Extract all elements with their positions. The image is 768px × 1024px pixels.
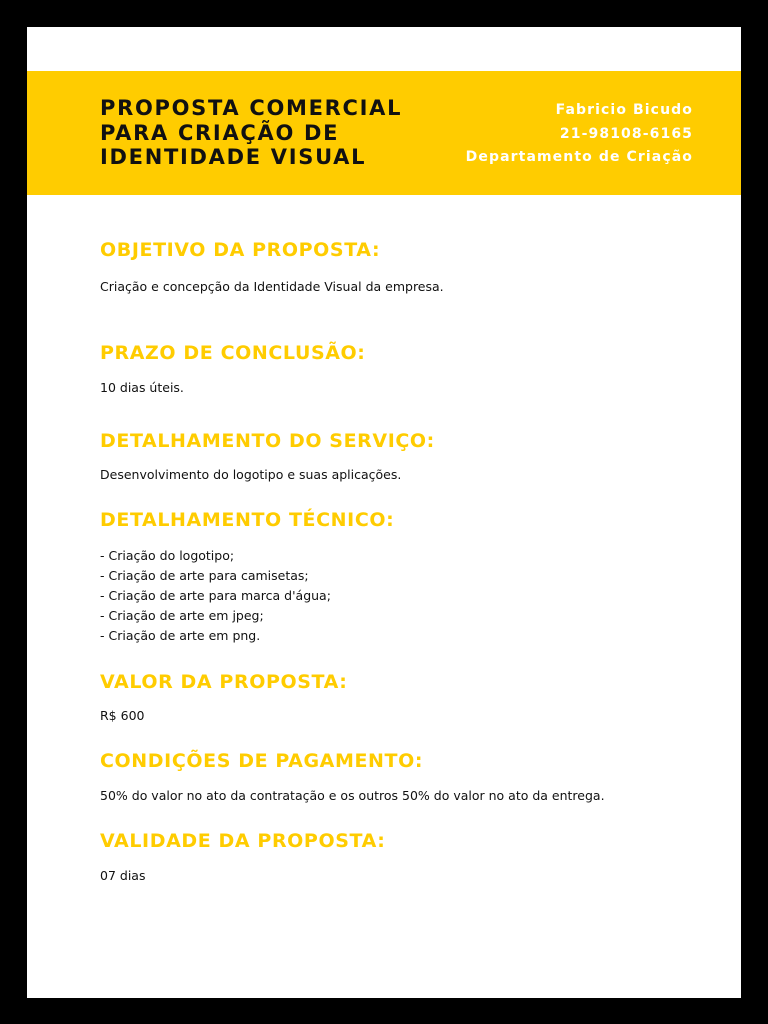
detalhamento-tecnico-list [100,546,331,646]
valor-heading: VALOR DA PROPOSTA: [100,671,348,693]
detalhamento-servico-heading: DETALHAMENTO DO SERVIÇO: [100,430,435,452]
document-page [27,27,741,998]
title-line-2: PARA CRIAÇÃO DE [100,120,340,145]
document-title [100,96,440,170]
detalhamento-tecnico-heading: DETALHAMENTO TÉCNICO: [100,509,395,531]
contact-phone: 21-98108-6165 [559,125,693,142]
contact-block [466,99,693,170]
validade-heading: VALIDADE DA PROPOSTA: [100,830,386,852]
prazo-text: 10 dias úteis. [100,380,184,395]
list-item: - Criação de arte para marca d'água; [100,588,331,603]
title-line-3: IDENTIDADE VISUAL [100,145,367,169]
pagamento-text: 50% do valor no ato da contratação e os outros 50% do valor no ato da entrega. [100,788,605,803]
title-line-1: PROPOSTA COMERCIAL [100,96,403,120]
list-item: - Criação de arte em jpeg; [100,608,264,623]
validade-text: 07 dias [100,868,146,883]
objetivo-text: Criação e concepção da Identidade Visual da empresa. [100,279,444,294]
list-item: - Criação de arte para camisetas; [100,568,309,583]
list-item: - Criação de arte em png. [100,628,261,643]
valor-text: R$ 600 [100,708,145,723]
header-band [27,71,741,195]
detalhamento-servico-text: Desenvolvimento do logotipo e suas aplicações. [100,467,402,482]
contact-name: Fabricio Bicudo [555,102,693,118]
contact-department: Departamento de Criação [465,149,693,165]
objetivo-heading: OBJETIVO DA PROPOSTA: [100,239,381,261]
prazo-heading: PRAZO DE CONCLUSÃO: [100,342,366,364]
pagamento-heading: CONDIÇÕES DE PAGAMENTO: [100,750,424,772]
list-item: - Criação do logotipo; [100,548,235,563]
